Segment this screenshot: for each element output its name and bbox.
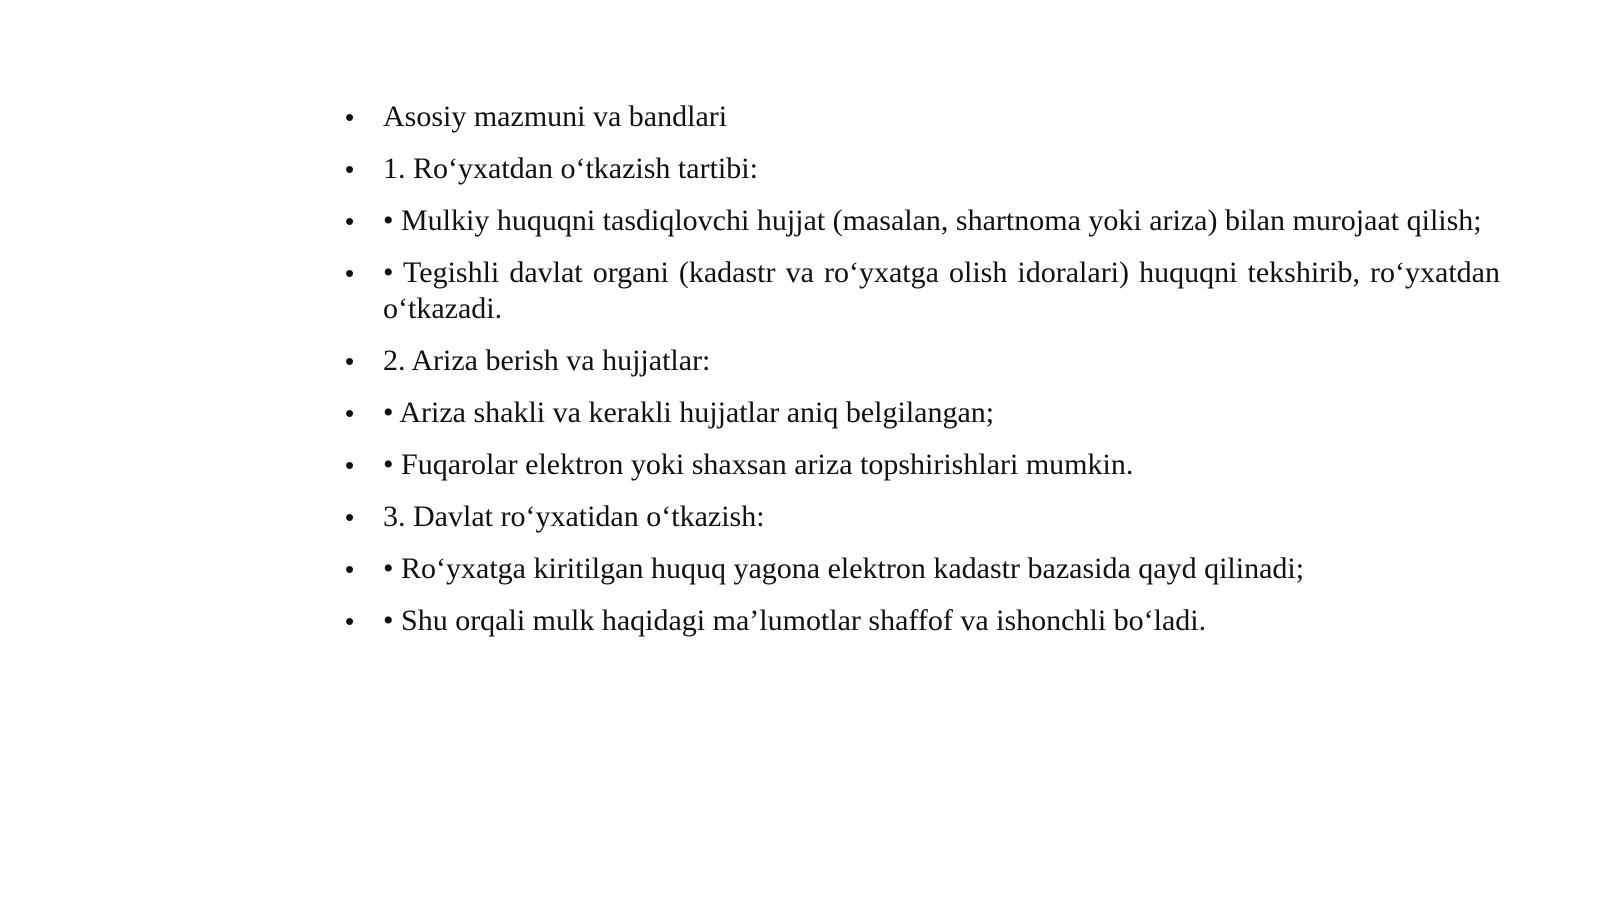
bullet-icon: • xyxy=(345,502,355,532)
list-item xyxy=(345,203,1500,239)
list-item xyxy=(345,499,1500,535)
list-item-text: Asosiy mazmuni va bandlari xyxy=(383,100,728,133)
bullet-icon: • xyxy=(345,450,355,480)
bullet-icon: • xyxy=(345,398,355,428)
list-item xyxy=(345,255,1500,327)
list-item xyxy=(345,447,1500,483)
bullet-icon: • xyxy=(345,258,355,288)
bullet-icon: • xyxy=(345,154,355,184)
list-item xyxy=(345,343,1500,379)
list-item-text: 2. Ariza berish va hujjatlar: xyxy=(383,344,711,377)
list-item-text: 1. Ro‘yxatdan o‘tkazish tartibi: xyxy=(383,152,758,185)
bullet-list xyxy=(345,99,1500,639)
bullet-icon: • xyxy=(345,102,355,132)
list-item xyxy=(345,551,1500,587)
list-item-text: • Fuqarolar elektron yoki shaxsan ariza topshirishlari mumkin. xyxy=(383,448,1134,481)
list-item-text: 3. Davlat ro‘yxatidan o‘tkazish: xyxy=(383,500,765,533)
list-item-text: • Shu orqali mulk haqidagi ma’lumotlar shaffof va ishonchli bo‘ladi. xyxy=(383,604,1207,637)
list-item-text: • Ariza shakli va kerakli hujjatlar aniq belgilangan; xyxy=(383,396,995,429)
list-item-text: • Tegishli davlat organi (kadastr va ro‘yxatga olish idoralari) huquqni tekshirib, ro‘yxatdan o‘tkazadi. xyxy=(383,256,1500,325)
list-item xyxy=(345,603,1500,639)
list-item xyxy=(345,99,1500,135)
bullet-icon: • xyxy=(345,554,355,584)
bullet-icon: • xyxy=(345,606,355,636)
list-item xyxy=(345,151,1500,187)
list-item-text: • Mulkiy huquqni tasdiqlovchi hujjat (masalan, shartnoma yoki ariza) bilan murojaat qilish; xyxy=(383,204,1482,237)
bullet-icon: • xyxy=(345,346,355,376)
list-item-text: • Ro‘yxatga kiritilgan huquq yagona elektron kadastr bazasida qayd qilinadi; xyxy=(383,552,1305,585)
bullet-icon: • xyxy=(345,206,355,236)
list-item xyxy=(345,395,1500,431)
